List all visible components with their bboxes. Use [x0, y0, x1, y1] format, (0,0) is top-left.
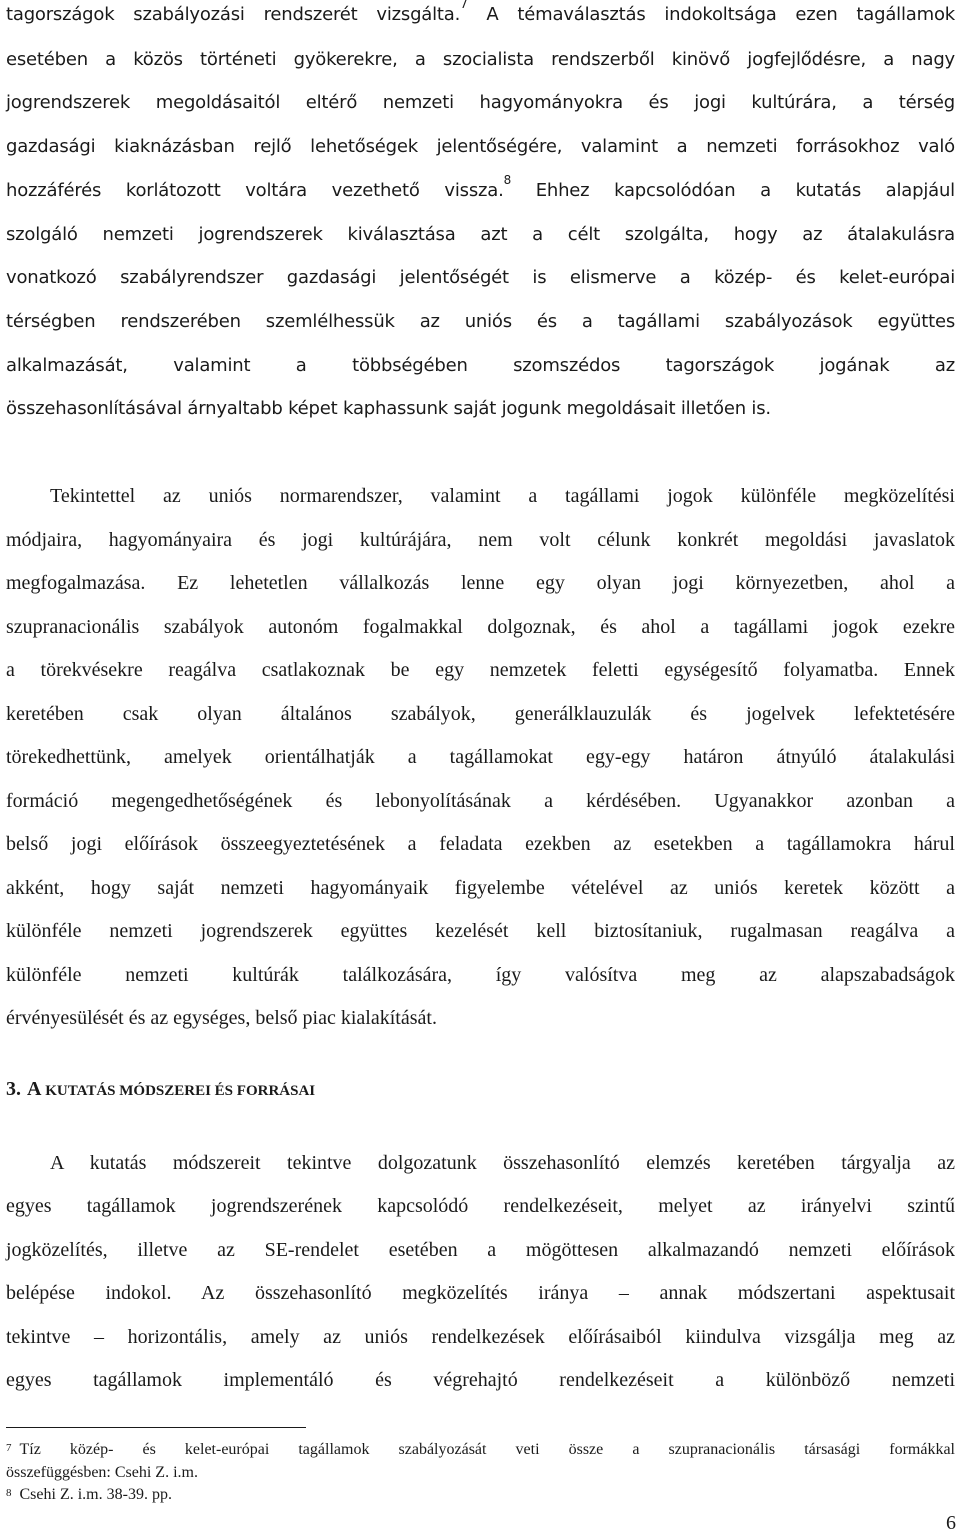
body-line: Tekintettel az uniós normarendszer, valamint a tagállami jogok különféle megközelítési — [50, 485, 955, 507]
body-line — [6, 1, 955, 29]
body-line: esetében a közös történeti gyökerekre, a szocialista rendszerből kinövő jogfejlődésre, a nagy — [6, 49, 955, 70]
body-line: gazdasági kiaknázásban rejlő lehetőségek jelentőségére, valamint a nemzeti forrásokhoz való — [6, 136, 955, 157]
footnote-separator — [6, 1427, 306, 1428]
body-line: összehasonlításával árnyaltabb képet kaphassunk saját jogunk megoldásait illetően is. — [6, 398, 771, 419]
body-line: megfogalmazása. Ez lehetetlen vállalkozás lenne egy olyan jogi környezetben, ahol a — [6, 572, 955, 594]
heading-text: KUTATÁS MÓDSZEREI ÉS FORRÁSAI — [41, 1083, 316, 1099]
body-line: különféle nemzeti kultúrák találkozására, így valósítva meg az alapszabadságok — [6, 964, 955, 986]
footnote-7-continued: összefüggésben: Csehi Z. i.m. — [6, 1464, 198, 1481]
footnote-text: Tíz közép- és kelet-európai tagállamok szabályozását veti össze a szupranacionális társasági formákkal — [19, 1441, 955, 1458]
text-span: Ehhez kapcsolódóan a kutatás alapjául — [511, 180, 955, 201]
body-line: érvényesülését és az egységes, belső piac kialakítását. — [6, 1007, 437, 1029]
body-line: vonatkozó szabályrendszer gazdasági jelentőségét is elismerve a közép- és kelet-európai — [6, 267, 955, 288]
heading-initial: A — [27, 1078, 42, 1100]
text-span: hozzáférés korlátozott voltára vezethető vissza. — [6, 180, 504, 201]
body-line: térségben rendszerében szemlélhessük az uniós és a tagállami szabályozások együttes — [6, 311, 955, 332]
text-span: tagországok szabályozási rendszerét vizsgálta. — [6, 4, 461, 25]
footnote-text: Csehi Z. i.m. 38-39. pp. — [19, 1486, 172, 1503]
body-line: belépése indokol. Az összehasonlító megközelítés iránya – annak módszertani aspektusait — [6, 1282, 955, 1304]
footnote-8 — [6, 1485, 955, 1505]
body-line: jogközelítés, illetve az SE-rendelet esetében a mögöttesen alkalmazandó nemzeti előírások — [6, 1239, 955, 1261]
text-span: A témaválasztás indokoltsága ezen tagállamok — [467, 4, 955, 25]
body-line: a törekvésekre reagálva csatlakoznak be egy nemzetek feletti egységesítő folyamatba. Ennek — [6, 659, 955, 681]
body-line: A kutatás módszereit tekintve dolgozatunk összehasonlító elemzés keretében tárgyalja az — [50, 1152, 955, 1174]
footnote-reference[interactable]: 8 — [503, 173, 512, 187]
heading-number: 3. — [6, 1078, 21, 1100]
body-line: egyes tagállamok jogrendszerének kapcsolódó rendelkezéseit, melyet az irányelvi szintű — [6, 1195, 955, 1217]
section-heading — [6, 1075, 315, 1105]
footnote-number: 8 — [6, 1487, 12, 1499]
body-line: belső jogi előírások összeegyeztetésének a feladata ezekben az esetekben a tagállamokra hárul — [6, 833, 955, 855]
body-line: alkalmazását, valamint a többségében szomszédos tagországok jogának az — [6, 355, 955, 376]
body-line: akként, hogy saját nemzeti hagyományaik figyelembe vételével az uniós keretek között a — [6, 877, 955, 899]
body-line: szupranacionális szabályok autonóm fogalmakkal dolgoznak, és ahol a tagállami jogok ezekre — [6, 616, 955, 638]
body-line: egyes tagállamok implementáló és végrehajtó rendelkezéseit a különböző nemzeti — [6, 1369, 955, 1391]
body-line — [6, 173, 955, 205]
footnote-reference[interactable]: 7 — [460, 0, 468, 11]
body-line: keretében csak olyan általános szabályok, generálklauzulák és jogelvek lefektetésére — [6, 703, 955, 725]
body-line: szolgáló nemzeti jogrendszerek kiválasztása azt a célt szolgálta, hogy az átalakulásra — [6, 224, 955, 245]
body-line: jogrendszerek megoldásaitól eltérő nemzeti hagyományokra és jogi kultúrára, a térség — [6, 92, 955, 113]
body-line: tekintve – horizontális, amely az uniós rendelkezések előírásaiból kiindulva vizsgálja meg az — [6, 1326, 955, 1348]
page-number: 6 — [946, 1512, 956, 1534]
body-line: törekedhettünk, amelyek orientálhatják a tagállamokat egy-egy határon átnyúló átalakulási — [6, 746, 955, 768]
body-line: módjaira, hagyományaira és jogi kultúrájára, nem volt célunk konkrét megoldási javaslatok — [6, 529, 955, 551]
footnote-7 — [6, 1440, 955, 1460]
body-line: formáció megengedhetőségének és lebonyolításának a kérdésében. Ugyanakkor azonban a — [6, 790, 955, 812]
footnote-number: 7 — [6, 1442, 12, 1454]
body-line: különféle nemzeti jogrendszerek együttes kezelését kell biztosítaniuk, rugalmasan reagálva a — [6, 920, 955, 942]
